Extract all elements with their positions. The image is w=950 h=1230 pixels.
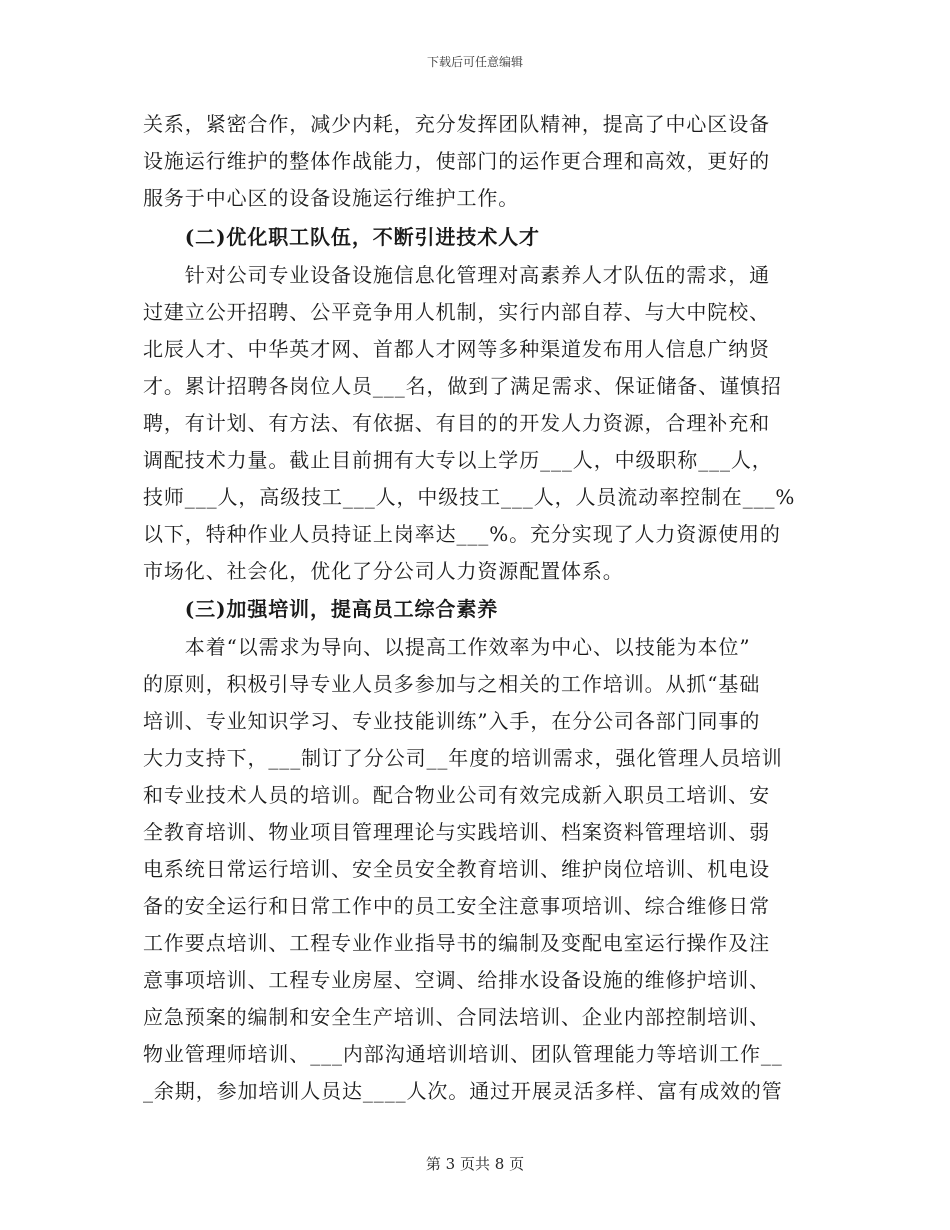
paragraph-line: 过建立公开招聘、公平竞争用人机制，实行内部自荐、与大中院校、: [143, 300, 770, 324]
paragraph-line: 北辰人才、中华英才网、首都人才网等多种渠道发布用人信息广纳贤: [143, 337, 770, 361]
paragraph-line: 全教育培训、物业项目管理理论与实践培训、档案资料管理培训、弱: [143, 820, 770, 844]
paragraph-line: 物业管理师培训、___内部沟通培训培训、团队管理能力等培训工作__: [143, 1042, 783, 1066]
page-footer: 第 3 页共 8 页: [425, 1155, 525, 1173]
paragraph-line: _余期，参加培训人员达____人次。通过开展灵活多样、富有成效的管: [143, 1079, 783, 1103]
paragraph-line: 电系统日常运行培训、安全员安全教育培训、维护岗位培训、机电设: [143, 857, 770, 881]
paragraph-line: 的原则，积极引导专业人员多参加与之相关的工作培训。从抓“基础: [143, 672, 761, 696]
paragraph-line: 市场化、社会化，优化了分公司人力资源配置体系。: [143, 559, 624, 583]
paragraph-line: 聘，有计划、有方法、有依据、有目的的开发人力资源，合理补充和: [143, 411, 770, 435]
page-header: 下载后可任意编辑: [426, 55, 523, 69]
paragraph-line: 设施运行维护的整体作战能力，使部门的运作更合理和高效，更好的: [143, 149, 770, 173]
paragraph-line: 以下，特种作业人员持证上岗率达___%。充分实现了人力资源使用的: [143, 522, 781, 546]
paragraph-line: 培训、专业知识学习、专业技能训练”入手，在分公司各部门同事的: [143, 709, 761, 733]
paragraph-line: 备的安全运行和日常工作中的员工安全注意事项培训、综合维修日常: [143, 894, 770, 918]
paragraph-line: 和专业技术人员的培训。配合物业公司有效完成新入职员工培训、安: [143, 783, 770, 807]
paragraph-line: 才。累计招聘各岗位人员___名，做到了满足需求、保证储备、谨慎招: [143, 374, 782, 398]
paragraph-line: 调配技术力量。截止目前拥有大专以上学历___人，中级职称___人，: [143, 448, 773, 472]
paragraph-line: 应急预案的编制和安全生产培训、合同法培训、企业内部控制培训、: [143, 1005, 770, 1029]
paragraph-line: 关系，紧密合作，减少内耗，充分发挥团队精神，提高了中心区设备: [143, 112, 770, 136]
paragraph-line: 大力支持下，___制订了分公司__年度的培训需求，强化管理人员培训: [143, 746, 783, 770]
section-heading: (三)加强培训，提高员工综合素养: [143, 597, 499, 621]
paragraph-line: 服务于中心区的设备设施运行维护工作。: [143, 186, 520, 210]
paragraph-line: 针对公司专业设备设施信息化管理对高素养人才队伍的需求，通: [143, 263, 770, 287]
paragraph-line: 技师___人，高级技工___人，中级技工___人，人员流动率控制在___%: [143, 485, 796, 509]
paragraph-line: 本着“以需求为导向、以提高工作效率为中心、以技能为本位”: [143, 635, 751, 659]
paragraph-line: 工作要点培训、工程专业作业指导书的编制及变配电室运行操作及注: [143, 931, 770, 955]
paragraph-line: 意事项培训、工程专业房屋、空调、给排水设备设施的维修护培训、: [143, 968, 770, 992]
section-heading: (二)优化职工队伍，不断引进技术人才: [143, 225, 540, 249]
